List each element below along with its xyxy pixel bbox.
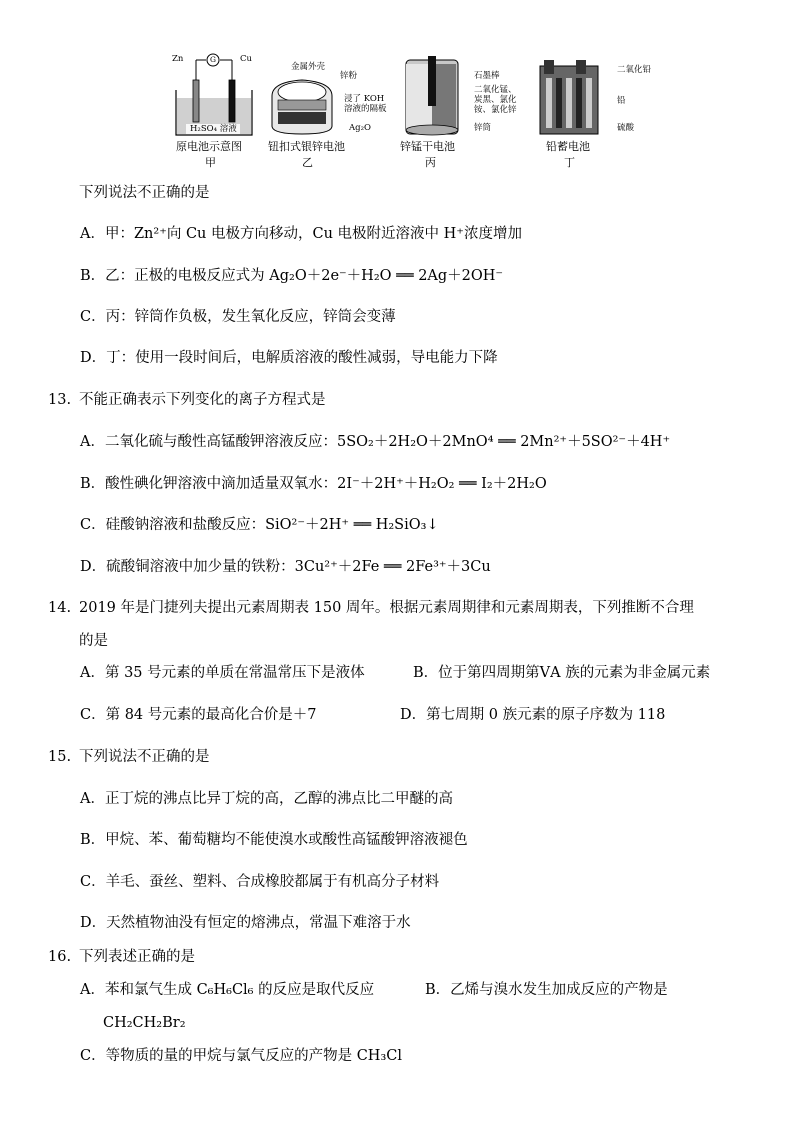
q16-option-b-cont: CH₂CH₂Br₂ (103, 1015, 186, 1031)
caption-jia: 原电池示意图 (176, 140, 242, 153)
figure-lead-acid (536, 56, 602, 138)
q13-option-c: C．硅酸钠溶液和盐酸反应：SiO²⁻＋2H⁺ ══ H₂SiO₃↓ (80, 517, 439, 533)
label-metal-shell: 金属外壳 (291, 62, 326, 72)
label-paste: 二氧化锰、炭黑、氯化铵、氯化锌 (474, 85, 517, 115)
label-pbo2: 二氧化铅 (617, 65, 652, 75)
label-h2so4: H₂SO₄ 溶液 (190, 124, 237, 134)
caption-ding: 铅蓄电池 (546, 140, 590, 153)
q15-option-c: C．羊毛、蚕丝、塑料、合成橡胶都属于有机高分子材料 (80, 874, 440, 890)
q16-option-c: C．等物质的量的甲烷与氯气反应的产物是 CH₃Cl (80, 1048, 402, 1064)
letter-yi: 乙 (302, 156, 313, 169)
q15-option-b: B．甲烷、苯、葡萄糖均不能使溴水或酸性高锰酸钾溶液褪色 (80, 832, 468, 848)
q15-option-d: D．天然植物油没有恒定的熔沸点，常温下难溶于水 (80, 915, 411, 931)
figure-dry-cell (402, 54, 462, 138)
label-meter: G (210, 55, 216, 64)
q13-option-d: D．硫酸铜溶液中加少量的铁粉：3Cu²⁺＋2Fe ══ 2Fe³⁺＋3Cu (80, 559, 491, 575)
q14-stem-line1: 2019 年是门捷列夫提出元素周期表 150 周年。根据元素周期律和元素周期表，下列推断不合理 (79, 600, 694, 616)
q12-option-b: B．乙：正极的电极反应式为 Ag₂O＋2e⁻＋H₂O ══ 2Ag＋2OH⁻ (80, 268, 504, 284)
q12-stem: 下列说法不正确的是 (79, 185, 210, 201)
q13-option-b: B．酸性碘化钾溶液中滴加适量双氧水：2I⁻＋2H⁺＋H₂O₂ ══ I₂＋2H₂O (80, 476, 547, 492)
q14-option-d: D．第七周期 0 族元素的原子序数为 118 (400, 707, 666, 723)
q13-stem: 不能正确表示下列变化的离子方程式是 (79, 392, 326, 408)
label-cu: Cu (240, 54, 252, 64)
label-zn: Zn (172, 54, 184, 64)
q12-option-c: C．丙：锌筒作负极，发生氧化反应，锌筒会变薄 (80, 309, 396, 325)
caption-yi: 钮扣式银锌电池 (268, 140, 345, 153)
q14-number: 14. (48, 600, 72, 616)
q16-stem: 下列表述正确的是 (79, 949, 195, 965)
q12-option-d: D．丁：使用一段时间后，电解质溶液的酸性减弱，导电能力下降 (80, 350, 498, 366)
label-acid: 硫酸 (617, 123, 635, 133)
q16-option-a: A．苯和氯气生成 C₆H₆Cl₆ 的反应是取代反应 (80, 982, 375, 998)
q15-option-a: A．正丁烷的沸点比异丁烷的高，乙醇的沸点比二甲醚的高 (80, 791, 453, 807)
q16-option-b: B．乙烯与溴水发生加成反应的产物是 (425, 982, 668, 998)
q15-stem: 下列说法不正确的是 (79, 749, 210, 765)
label-ag2o: Ag₂O (349, 123, 371, 133)
q15-number: 15. (48, 749, 72, 765)
q14-option-a: A．第 35 号元素的单质在常温常压下是液体 (80, 665, 365, 681)
label-koh-separator: 浸了 KOH 溶液的隔板 (344, 94, 387, 114)
caption-bing: 锌锰干电池 (400, 140, 455, 153)
label-graphite-rod: 石墨棒 (474, 71, 500, 81)
label-zinc-can: 锌筒 (474, 123, 492, 133)
letter-ding: 丁 (564, 156, 575, 169)
label-pb: 铅 (617, 96, 626, 106)
q14-option-b: B．位于第四周期第ⅤA 族的元素为非金属元素 (413, 665, 711, 681)
q16-number: 16. (48, 949, 72, 965)
q14-option-c: C．第 84 号元素的最高化合价是＋7 (80, 707, 317, 723)
q14-stem-line2: 的是 (79, 633, 108, 649)
q13-option-a: A．二氧化硫与酸性高锰酸钾溶液反应：5SO₂＋2H₂O＋2MnO⁴ ══ 2Mn²⁺＋5SO²⁻＋4H⁺ (80, 434, 671, 450)
q13-number: 13. (48, 392, 72, 408)
letter-jia: 甲 (205, 156, 216, 169)
q12-option-a: A．甲：Zn²⁺向 Cu 电极方向移动，Cu 电极附近溶液中 H⁺浓度增加 (80, 226, 522, 242)
label-zinc-powder: 锌粉 (340, 71, 358, 81)
letter-bing: 丙 (425, 156, 436, 169)
